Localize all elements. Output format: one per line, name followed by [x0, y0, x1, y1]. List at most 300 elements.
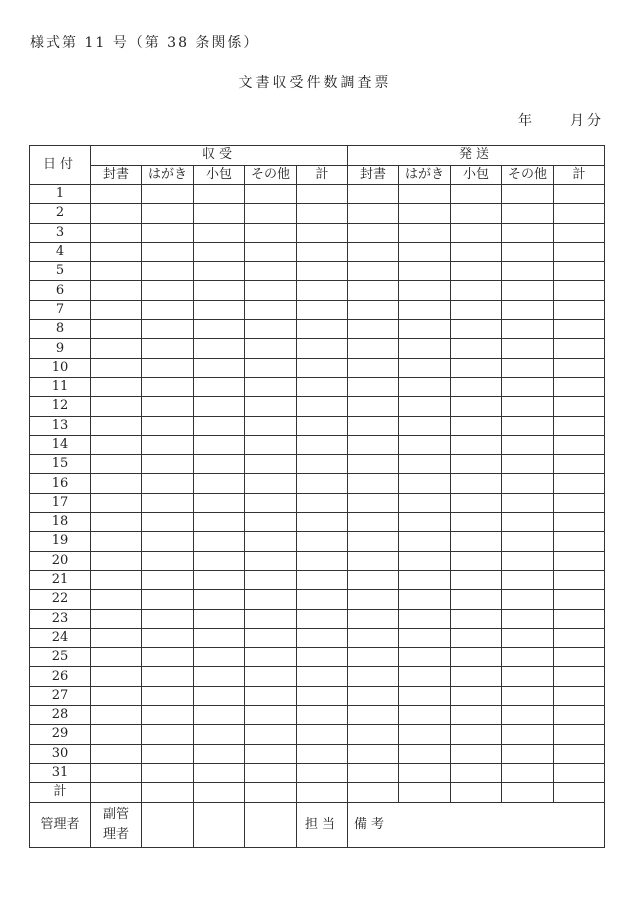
count-cell[interactable] [451, 262, 502, 281]
count-cell[interactable] [348, 744, 399, 763]
count-cell[interactable] [297, 455, 348, 474]
count-cell[interactable] [142, 262, 194, 281]
count-cell[interactable] [245, 609, 297, 628]
count-cell[interactable] [297, 686, 348, 705]
count-cell[interactable] [348, 204, 399, 223]
count-cell[interactable] [245, 493, 297, 512]
count-cell[interactable] [502, 204, 554, 223]
count-cell[interactable] [142, 706, 194, 725]
count-cell[interactable] [297, 377, 348, 396]
count-cell[interactable] [245, 763, 297, 782]
vice-manager-seal-box[interactable] [142, 802, 194, 847]
count-cell[interactable] [399, 455, 451, 474]
count-cell[interactable] [554, 570, 605, 589]
count-cell[interactable] [91, 358, 142, 377]
count-cell[interactable] [194, 590, 245, 609]
count-cell[interactable] [297, 551, 348, 570]
count-cell[interactable] [451, 609, 502, 628]
count-cell[interactable] [554, 648, 605, 667]
count-cell[interactable] [502, 474, 554, 493]
total-cell[interactable] [451, 783, 502, 802]
count-cell[interactable] [348, 223, 399, 242]
count-cell[interactable] [91, 648, 142, 667]
count-cell[interactable] [502, 435, 554, 454]
count-cell[interactable] [348, 667, 399, 686]
count-cell[interactable] [399, 551, 451, 570]
count-cell[interactable] [91, 667, 142, 686]
count-cell[interactable] [348, 416, 399, 435]
count-cell[interactable] [194, 204, 245, 223]
count-cell[interactable] [297, 648, 348, 667]
count-cell[interactable] [142, 320, 194, 339]
count-cell[interactable] [142, 763, 194, 782]
count-cell[interactable] [91, 185, 142, 204]
count-cell[interactable] [399, 377, 451, 396]
count-cell[interactable] [502, 648, 554, 667]
count-cell[interactable] [502, 416, 554, 435]
count-cell[interactable] [502, 686, 554, 705]
count-cell[interactable] [142, 377, 194, 396]
count-cell[interactable] [399, 300, 451, 319]
count-cell[interactable] [142, 725, 194, 744]
count-cell[interactable] [142, 609, 194, 628]
count-cell[interactable] [399, 204, 451, 223]
count-cell[interactable] [348, 455, 399, 474]
count-cell[interactable] [554, 358, 605, 377]
count-cell[interactable] [194, 377, 245, 396]
count-cell[interactable] [554, 455, 605, 474]
count-cell[interactable] [399, 474, 451, 493]
count-cell[interactable] [451, 667, 502, 686]
count-cell[interactable] [245, 358, 297, 377]
count-cell[interactable] [348, 435, 399, 454]
count-cell[interactable] [399, 609, 451, 628]
seal-box-empty[interactable] [194, 802, 245, 847]
count-cell[interactable] [297, 281, 348, 300]
count-cell[interactable] [348, 377, 399, 396]
count-cell[interactable] [297, 532, 348, 551]
count-cell[interactable] [245, 242, 297, 261]
count-cell[interactable] [245, 204, 297, 223]
count-cell[interactable] [245, 455, 297, 474]
count-cell[interactable] [142, 551, 194, 570]
count-cell[interactable] [451, 570, 502, 589]
count-cell[interactable] [554, 628, 605, 647]
count-cell[interactable] [399, 339, 451, 358]
count-cell[interactable] [554, 513, 605, 532]
count-cell[interactable] [451, 744, 502, 763]
count-cell[interactable] [399, 725, 451, 744]
count-cell[interactable] [245, 377, 297, 396]
count-cell[interactable] [554, 339, 605, 358]
count-cell[interactable] [194, 551, 245, 570]
count-cell[interactable] [451, 358, 502, 377]
count-cell[interactable] [297, 339, 348, 358]
count-cell[interactable] [297, 223, 348, 242]
count-cell[interactable] [554, 609, 605, 628]
count-cell[interactable] [451, 281, 502, 300]
count-cell[interactable] [91, 570, 142, 589]
count-cell[interactable] [194, 397, 245, 416]
count-cell[interactable] [297, 300, 348, 319]
count-cell[interactable] [502, 262, 554, 281]
count-cell[interactable] [297, 725, 348, 744]
count-cell[interactable] [245, 686, 297, 705]
count-cell[interactable] [245, 435, 297, 454]
count-cell[interactable] [91, 551, 142, 570]
count-cell[interactable] [194, 609, 245, 628]
count-cell[interactable] [297, 493, 348, 512]
count-cell[interactable] [348, 262, 399, 281]
total-cell[interactable] [245, 783, 297, 802]
count-cell[interactable] [194, 416, 245, 435]
count-cell[interactable] [297, 358, 348, 377]
count-cell[interactable] [91, 609, 142, 628]
count-cell[interactable] [348, 493, 399, 512]
total-cell[interactable] [348, 783, 399, 802]
count-cell[interactable] [399, 223, 451, 242]
count-cell[interactable] [245, 667, 297, 686]
count-cell[interactable] [245, 281, 297, 300]
count-cell[interactable] [194, 706, 245, 725]
count-cell[interactable] [91, 706, 142, 725]
count-cell[interactable] [245, 570, 297, 589]
count-cell[interactable] [297, 474, 348, 493]
count-cell[interactable] [194, 513, 245, 532]
count-cell[interactable] [451, 339, 502, 358]
count-cell[interactable] [554, 744, 605, 763]
count-cell[interactable] [194, 532, 245, 551]
count-cell[interactable] [297, 435, 348, 454]
count-cell[interactable] [245, 262, 297, 281]
count-cell[interactable] [91, 493, 142, 512]
count-cell[interactable] [399, 532, 451, 551]
count-cell[interactable] [194, 300, 245, 319]
count-cell[interactable] [554, 493, 605, 512]
count-cell[interactable] [297, 570, 348, 589]
count-cell[interactable] [348, 706, 399, 725]
count-cell[interactable] [502, 223, 554, 242]
count-cell[interactable] [91, 300, 142, 319]
count-cell[interactable] [451, 474, 502, 493]
total-cell[interactable] [142, 783, 194, 802]
count-cell[interactable] [91, 455, 142, 474]
count-cell[interactable] [451, 416, 502, 435]
count-cell[interactable] [348, 513, 399, 532]
count-cell[interactable] [91, 204, 142, 223]
count-cell[interactable] [245, 416, 297, 435]
count-cell[interactable] [142, 358, 194, 377]
count-cell[interactable] [348, 320, 399, 339]
count-cell[interactable] [194, 763, 245, 782]
count-cell[interactable] [554, 185, 605, 204]
count-cell[interactable] [142, 223, 194, 242]
count-cell[interactable] [297, 706, 348, 725]
count-cell[interactable] [554, 435, 605, 454]
count-cell[interactable] [451, 320, 502, 339]
count-cell[interactable] [502, 242, 554, 261]
count-cell[interactable] [142, 281, 194, 300]
count-cell[interactable] [245, 532, 297, 551]
count-cell[interactable] [399, 242, 451, 261]
count-cell[interactable] [91, 628, 142, 647]
count-cell[interactable] [502, 339, 554, 358]
count-cell[interactable] [91, 686, 142, 705]
count-cell[interactable] [502, 532, 554, 551]
count-cell[interactable] [245, 339, 297, 358]
count-cell[interactable] [348, 281, 399, 300]
total-cell[interactable] [502, 783, 554, 802]
count-cell[interactable] [554, 763, 605, 782]
count-cell[interactable] [451, 763, 502, 782]
count-cell[interactable] [245, 223, 297, 242]
count-cell[interactable] [502, 377, 554, 396]
count-cell[interactable] [297, 262, 348, 281]
count-cell[interactable] [297, 185, 348, 204]
count-cell[interactable] [502, 493, 554, 512]
count-cell[interactable] [451, 706, 502, 725]
count-cell[interactable] [554, 706, 605, 725]
count-cell[interactable] [142, 686, 194, 705]
count-cell[interactable] [502, 725, 554, 744]
count-cell[interactable] [297, 204, 348, 223]
count-cell[interactable] [502, 551, 554, 570]
count-cell[interactable] [399, 590, 451, 609]
count-cell[interactable] [399, 628, 451, 647]
count-cell[interactable] [502, 590, 554, 609]
count-cell[interactable] [451, 628, 502, 647]
count-cell[interactable] [502, 358, 554, 377]
count-cell[interactable] [451, 223, 502, 242]
remarks-field[interactable]: 備考 [348, 802, 605, 847]
count-cell[interactable] [554, 725, 605, 744]
count-cell[interactable] [142, 435, 194, 454]
count-cell[interactable] [194, 358, 245, 377]
count-cell[interactable] [451, 725, 502, 744]
count-cell[interactable] [399, 686, 451, 705]
count-cell[interactable] [194, 628, 245, 647]
total-cell[interactable] [194, 783, 245, 802]
count-cell[interactable] [348, 185, 399, 204]
count-cell[interactable] [194, 667, 245, 686]
count-cell[interactable] [194, 242, 245, 261]
count-cell[interactable] [399, 416, 451, 435]
count-cell[interactable] [399, 281, 451, 300]
count-cell[interactable] [399, 320, 451, 339]
count-cell[interactable] [554, 377, 605, 396]
count-cell[interactable] [348, 628, 399, 647]
count-cell[interactable] [502, 609, 554, 628]
count-cell[interactable] [142, 493, 194, 512]
count-cell[interactable] [91, 397, 142, 416]
count-cell[interactable] [91, 763, 142, 782]
count-cell[interactable] [245, 648, 297, 667]
count-cell[interactable] [399, 493, 451, 512]
count-cell[interactable] [554, 204, 605, 223]
count-cell[interactable] [399, 185, 451, 204]
seal-box-empty[interactable] [245, 802, 297, 847]
count-cell[interactable] [297, 763, 348, 782]
count-cell[interactable] [502, 185, 554, 204]
count-cell[interactable] [348, 397, 399, 416]
count-cell[interactable] [554, 300, 605, 319]
count-cell[interactable] [451, 435, 502, 454]
count-cell[interactable] [399, 763, 451, 782]
count-cell[interactable] [554, 223, 605, 242]
count-cell[interactable] [451, 397, 502, 416]
count-cell[interactable] [399, 513, 451, 532]
count-cell[interactable] [142, 590, 194, 609]
count-cell[interactable] [91, 435, 142, 454]
count-cell[interactable] [348, 763, 399, 782]
count-cell[interactable] [502, 706, 554, 725]
count-cell[interactable] [194, 686, 245, 705]
count-cell[interactable] [91, 474, 142, 493]
count-cell[interactable] [348, 648, 399, 667]
count-cell[interactable] [91, 262, 142, 281]
count-cell[interactable] [194, 435, 245, 454]
count-cell[interactable] [91, 281, 142, 300]
count-cell[interactable] [142, 474, 194, 493]
count-cell[interactable] [245, 474, 297, 493]
count-cell[interactable] [91, 416, 142, 435]
count-cell[interactable] [502, 300, 554, 319]
count-cell[interactable] [142, 185, 194, 204]
count-cell[interactable] [502, 667, 554, 686]
count-cell[interactable] [348, 358, 399, 377]
count-cell[interactable] [194, 725, 245, 744]
count-cell[interactable] [245, 590, 297, 609]
count-cell[interactable] [451, 455, 502, 474]
count-cell[interactable] [91, 377, 142, 396]
count-cell[interactable] [399, 744, 451, 763]
count-cell[interactable] [245, 300, 297, 319]
count-cell[interactable] [554, 262, 605, 281]
count-cell[interactable] [297, 397, 348, 416]
count-cell[interactable] [297, 609, 348, 628]
count-cell[interactable] [245, 320, 297, 339]
count-cell[interactable] [348, 242, 399, 261]
count-cell[interactable] [245, 185, 297, 204]
count-cell[interactable] [554, 686, 605, 705]
count-cell[interactable] [399, 397, 451, 416]
count-cell[interactable] [554, 551, 605, 570]
count-cell[interactable] [399, 706, 451, 725]
count-cell[interactable] [348, 551, 399, 570]
count-cell[interactable] [194, 223, 245, 242]
count-cell[interactable] [142, 416, 194, 435]
total-cell[interactable] [91, 783, 142, 802]
count-cell[interactable] [554, 397, 605, 416]
count-cell[interactable] [451, 185, 502, 204]
count-cell[interactable] [502, 628, 554, 647]
count-cell[interactable] [194, 474, 245, 493]
count-cell[interactable] [91, 725, 142, 744]
count-cell[interactable] [554, 281, 605, 300]
count-cell[interactable] [142, 242, 194, 261]
total-cell[interactable] [399, 783, 451, 802]
count-cell[interactable] [142, 744, 194, 763]
count-cell[interactable] [451, 204, 502, 223]
count-cell[interactable] [451, 648, 502, 667]
count-cell[interactable] [194, 648, 245, 667]
count-cell[interactable] [348, 339, 399, 358]
count-cell[interactable] [451, 590, 502, 609]
count-cell[interactable] [91, 532, 142, 551]
count-cell[interactable] [399, 358, 451, 377]
count-cell[interactable] [142, 513, 194, 532]
count-cell[interactable] [245, 628, 297, 647]
count-cell[interactable] [399, 570, 451, 589]
count-cell[interactable] [451, 513, 502, 532]
count-cell[interactable] [194, 493, 245, 512]
count-cell[interactable] [554, 667, 605, 686]
count-cell[interactable] [348, 590, 399, 609]
count-cell[interactable] [245, 397, 297, 416]
count-cell[interactable] [194, 320, 245, 339]
count-cell[interactable] [245, 725, 297, 744]
count-cell[interactable] [502, 455, 554, 474]
count-cell[interactable] [348, 609, 399, 628]
count-cell[interactable] [399, 648, 451, 667]
count-cell[interactable] [142, 648, 194, 667]
count-cell[interactable] [451, 532, 502, 551]
count-cell[interactable] [91, 223, 142, 242]
count-cell[interactable] [451, 300, 502, 319]
count-cell[interactable] [502, 570, 554, 589]
count-cell[interactable] [348, 570, 399, 589]
count-cell[interactable] [502, 397, 554, 416]
count-cell[interactable] [348, 474, 399, 493]
count-cell[interactable] [297, 242, 348, 261]
count-cell[interactable] [142, 667, 194, 686]
count-cell[interactable] [297, 628, 348, 647]
count-cell[interactable] [451, 493, 502, 512]
count-cell[interactable] [194, 281, 245, 300]
count-cell[interactable] [502, 744, 554, 763]
count-cell[interactable] [554, 590, 605, 609]
count-cell[interactable] [297, 590, 348, 609]
count-cell[interactable] [142, 204, 194, 223]
count-cell[interactable] [348, 532, 399, 551]
count-cell[interactable] [554, 242, 605, 261]
count-cell[interactable] [348, 300, 399, 319]
count-cell[interactable] [451, 377, 502, 396]
count-cell[interactable] [399, 667, 451, 686]
count-cell[interactable] [142, 339, 194, 358]
count-cell[interactable] [194, 339, 245, 358]
count-cell[interactable] [142, 397, 194, 416]
count-cell[interactable] [451, 242, 502, 261]
count-cell[interactable] [194, 570, 245, 589]
count-cell[interactable] [554, 474, 605, 493]
count-cell[interactable] [451, 551, 502, 570]
count-cell[interactable] [297, 513, 348, 532]
count-cell[interactable] [348, 725, 399, 744]
count-cell[interactable] [502, 281, 554, 300]
count-cell[interactable] [142, 570, 194, 589]
count-cell[interactable] [502, 513, 554, 532]
count-cell[interactable] [554, 320, 605, 339]
count-cell[interactable] [297, 416, 348, 435]
count-cell[interactable] [399, 435, 451, 454]
count-cell[interactable] [348, 686, 399, 705]
total-cell[interactable] [554, 783, 605, 802]
count-cell[interactable] [297, 667, 348, 686]
count-cell[interactable] [297, 744, 348, 763]
count-cell[interactable] [91, 590, 142, 609]
count-cell[interactable] [245, 551, 297, 570]
